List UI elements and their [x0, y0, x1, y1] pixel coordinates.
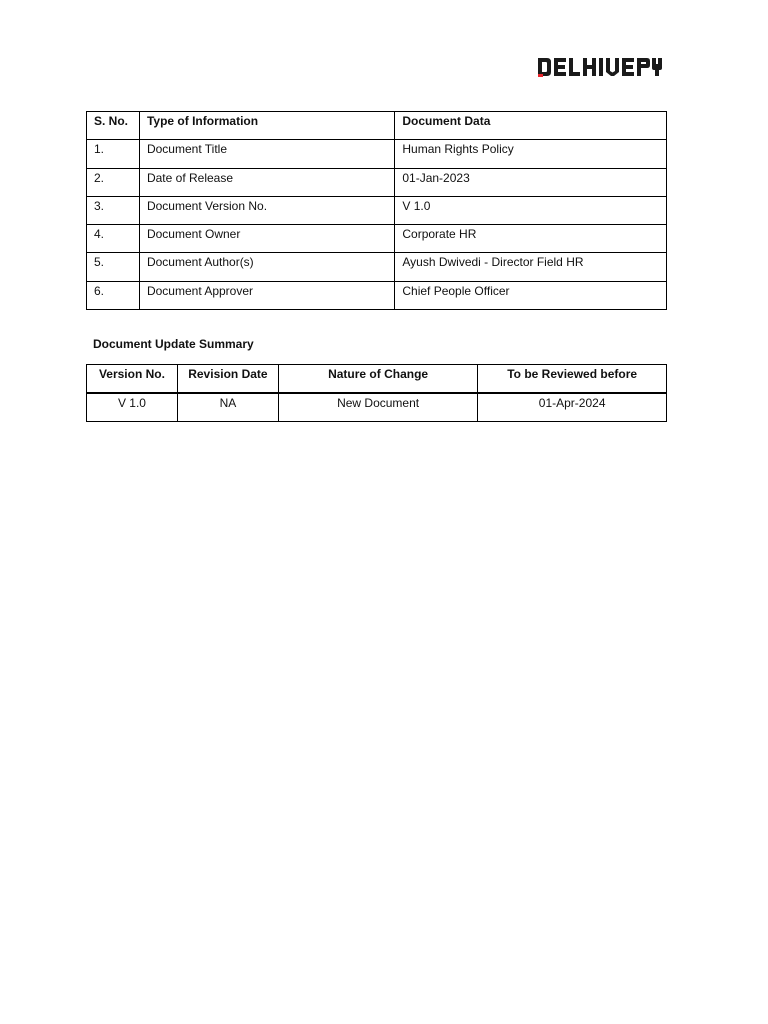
- logo-mark: [537, 55, 662, 81]
- update-summary-heading: Document Update Summary: [93, 337, 254, 351]
- serial-number-cell: 2.: [87, 168, 140, 196]
- column-header: Nature of Change: [278, 365, 477, 394]
- document-data-cell: Corporate HR: [395, 225, 667, 253]
- serial-number-cell: 6.: [87, 281, 140, 309]
- document-data-cell: Chief People Officer: [395, 281, 667, 309]
- serial-number-cell: 5.: [87, 253, 140, 281]
- info-type-cell: Document Title: [139, 140, 394, 168]
- table-row: [87, 140, 667, 168]
- document-info-table: [86, 111, 667, 310]
- column-header: S. No.: [87, 112, 140, 140]
- info-type-cell: Document Version No.: [139, 196, 394, 224]
- column-header: Revision Date: [177, 365, 278, 394]
- table-header-row: [87, 112, 667, 140]
- serial-number-cell: 1.: [87, 140, 140, 168]
- column-header: To be Reviewed before: [478, 365, 667, 394]
- table-row: [87, 281, 667, 309]
- document-data-cell: Human Rights Policy: [395, 140, 667, 168]
- table-header-row: [87, 365, 667, 394]
- document-data-cell: V 1.0: [395, 196, 667, 224]
- revision-date-cell: NA: [177, 393, 278, 422]
- delhivery-logo: [537, 55, 662, 81]
- serial-number-cell: 3.: [87, 196, 140, 224]
- info-type-cell: Date of Release: [139, 168, 394, 196]
- column-header: Type of Information: [139, 112, 394, 140]
- document-data-cell: Ayush Dwivedi - Director Field HR: [395, 253, 667, 281]
- table-row: [87, 393, 667, 422]
- update-summary-table: [86, 364, 667, 422]
- document-data-cell: 01-Jan-2023: [395, 168, 667, 196]
- info-type-cell: Document Author(s): [139, 253, 394, 281]
- table-row: [87, 168, 667, 196]
- serial-number-cell: 4.: [87, 225, 140, 253]
- column-header: Document Data: [395, 112, 667, 140]
- info-type-cell: Document Owner: [139, 225, 394, 253]
- nature-of-change-cell: New Document: [278, 393, 477, 422]
- review-before-cell: 01-Apr-2024: [478, 393, 667, 422]
- table-row: [87, 225, 667, 253]
- column-header: Version No.: [87, 365, 178, 394]
- table-row: [87, 196, 667, 224]
- table-row: [87, 253, 667, 281]
- info-type-cell: Document Approver: [139, 281, 394, 309]
- version-cell: V 1.0: [87, 393, 178, 422]
